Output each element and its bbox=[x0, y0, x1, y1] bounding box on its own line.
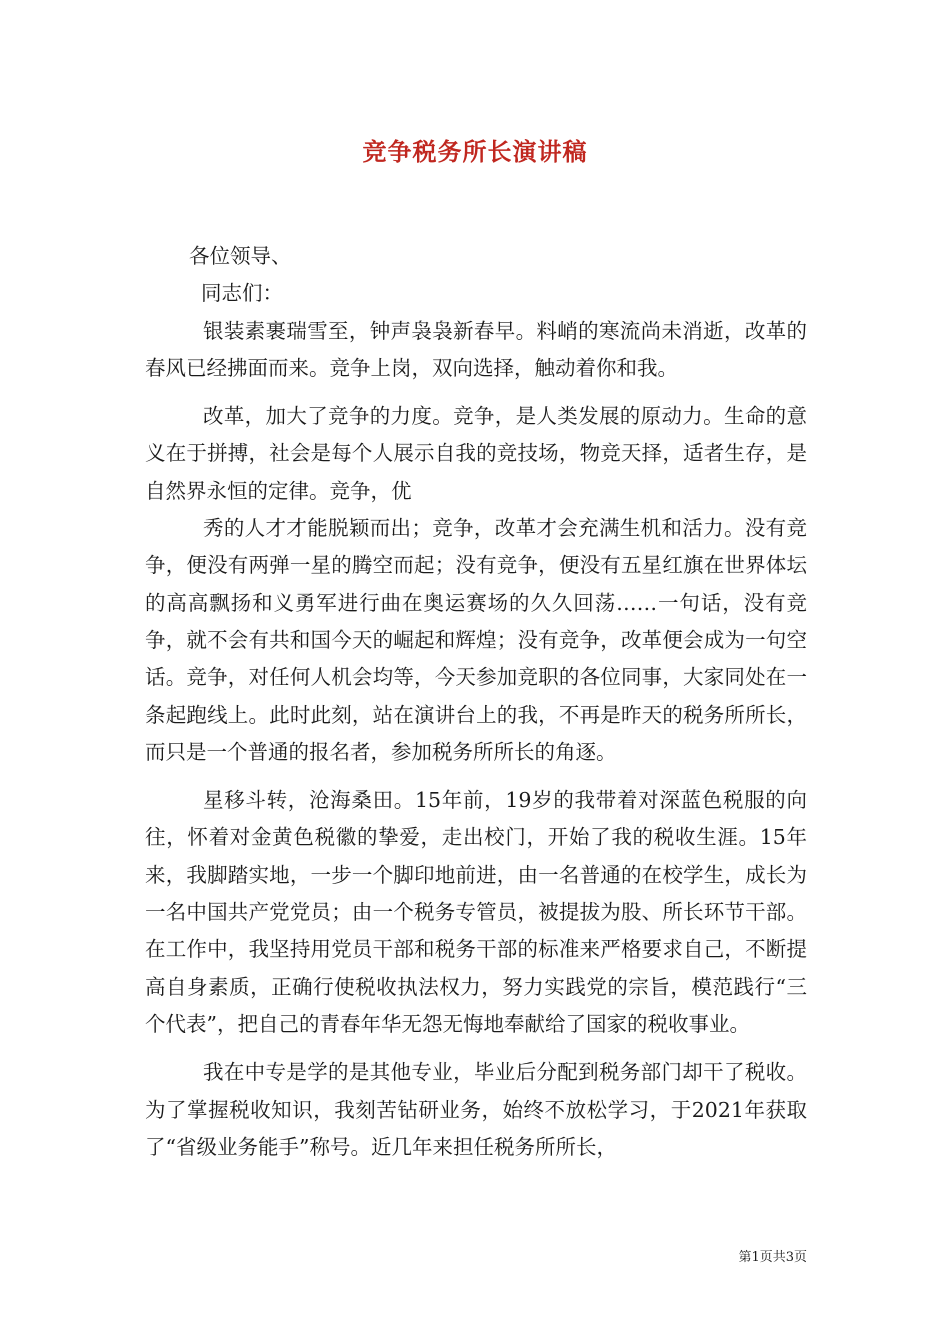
paragraph-2: 改革，加大了竞争的力度。竞争，是人类发展的原动力。生命的意义在于拼搏，社会是每个人展示自我的竞技场，物竞天择，适者生存，是自然界永恒的定律。竞争，优 bbox=[145, 404, 807, 503]
salutation-leaders: 各位领导、 bbox=[189, 244, 292, 268]
document-body bbox=[145, 238, 807, 1166]
paragraph-3: 秀的人才才能脱颖而出；竞争，改革才会充满生机和活力。没有竞争，便没有两弹一星的腾空而起；没有竞争，便没有五星红旗在世界体坛的高高飘扬和义勇军进行曲在奥运赛场的久久回荡……一句话，没有竞争，就不会有共和国今天的崛起和辉煌；没有竞争，改革便会成为一句空话。竞争，对任何人机会均等，今天参加竞职的各位同事，大家同处在一条起跑线上。此时此刻，站在演讲台上的我，不再是昨天的税务所所长，而只是一个普通的报名者，参加税务所所长的角逐。 bbox=[145, 516, 807, 764]
page-number: 第1页共3页 bbox=[738, 1250, 807, 1265]
salutation-comrades: 同志们： bbox=[201, 281, 283, 306]
paragraph-4: 星移斗转，沧海桑田。15年前，19岁的我带着对深蓝色税服的向往，怀着对金黄色税徽的挚爱，走出校门，开始了我的税收生涯。15年来，我脚踏实地，一步一个脚印地前进，由一名普通的在校学生，成长为一名中国共产党党员；由一个税务专管员，被提拔为股、所长环节干部。在工作中，我坚持用党员干部和税务干部的标准来严格要求自己，不断提高自身素质，正确行使税收执法权力，努力实践党的宗旨，模范践行“三个代表”，把自己的青春年华无怨无悔地奉献给了国家的税收事业。 bbox=[145, 788, 807, 1036]
paragraph-5: 我在中专是学的是其他专业，毕业后分配到税务部门却干了税收。为了掌握税收知识，我刻苦钻研业务，始终不放松学习，于2021年获取了“省级业务能手”称号。近几年来担任税务所所长， bbox=[145, 1060, 807, 1159]
document-title: 竞争税务所长演讲稿 bbox=[362, 137, 588, 166]
paragraph-1: 银装素裹瑞雪至，钟声袅袅新春早。料峭的寒流尚未消逝，改革的春风已经拂面而来。竞争上岗，双向选择，触动着你和我。 bbox=[145, 318, 807, 380]
